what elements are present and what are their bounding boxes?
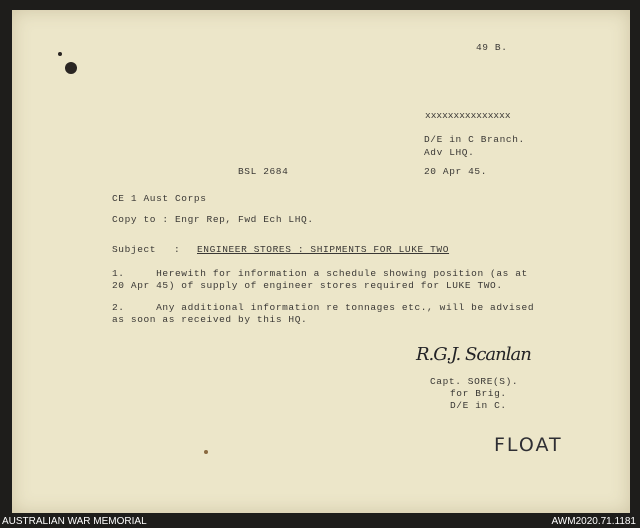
signer-office: D/E in C. bbox=[450, 400, 507, 411]
signer-rank: Capt. SORE(S). bbox=[430, 376, 519, 387]
handwritten-signature: R.G.J. Scanlan bbox=[416, 344, 531, 365]
reference-number: BSL 2684 bbox=[238, 166, 289, 177]
footer-accession: AWM2020.71.1181 bbox=[551, 516, 636, 527]
footer-credit: AUSTRALIAN WAR MEMORIAL bbox=[2, 516, 147, 527]
address-line-1: D/E in C Branch. bbox=[424, 134, 525, 145]
ink-blot bbox=[65, 62, 77, 74]
ink-speck bbox=[204, 450, 208, 454]
signer-for: for Brig. bbox=[450, 388, 507, 399]
struck-line: xxxxxxxxxxxxxxx bbox=[425, 110, 511, 121]
subject-label: Subject bbox=[112, 244, 157, 255]
paragraph-1-line-1: 1. Herewith for information a schedule showing position (as at bbox=[112, 268, 528, 279]
document-date: 20 Apr 45. bbox=[424, 166, 488, 177]
handwritten-note: FLOAT bbox=[494, 434, 563, 456]
subject-separator: : bbox=[174, 244, 181, 255]
page-number: 49 B. bbox=[476, 42, 508, 53]
paragraph-2-line-2: as soon as received by this HQ. bbox=[112, 314, 308, 325]
address-line-2: Adv LHQ. bbox=[424, 147, 475, 158]
addressee: CE 1 Aust Corps bbox=[112, 193, 207, 204]
ink-blot-small bbox=[58, 52, 62, 56]
subject-text: ENGINEER STORES : SHIPMENTS FOR LUKE TWO bbox=[197, 244, 450, 255]
copy-to-line: Copy to : Engr Rep, Fwd Ech LHQ. bbox=[112, 214, 314, 225]
paragraph-1-line-2: 20 Apr 45) of supply of engineer stores required for LUKE TWO. bbox=[112, 280, 503, 291]
document-page bbox=[12, 10, 630, 513]
paragraph-2-line-1: 2. Any additional information re tonnages etc., will be advised bbox=[112, 302, 535, 313]
